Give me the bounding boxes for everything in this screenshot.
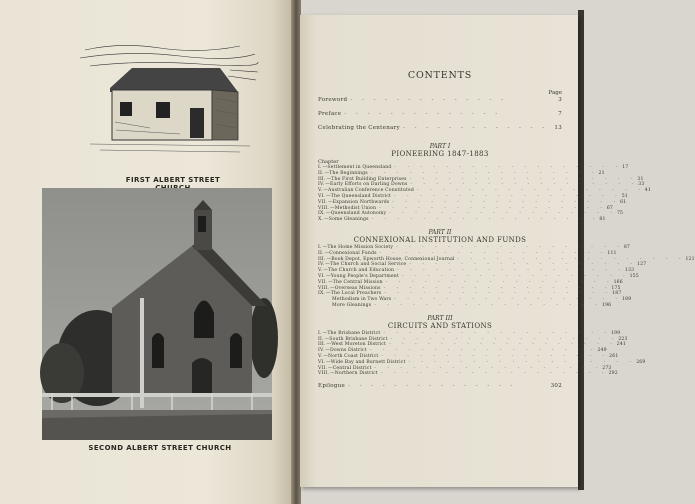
chapter-page: 41 bbox=[644, 188, 651, 194]
chapter-title: More Gleanings bbox=[332, 302, 372, 308]
leader-dots: - - - - - - - - - - - - - - - - - - bbox=[409, 176, 638, 182]
chapter-title: —Australian Conference Constituted bbox=[323, 188, 414, 194]
chapter-page: 199 bbox=[611, 330, 621, 336]
leader-dots: - - - - - - - - - - - - - - - - - - bbox=[394, 165, 623, 170]
left-page bbox=[0, 0, 295, 504]
chapter-title: —South Brisbane District bbox=[324, 336, 388, 342]
chapter-title: —Some Gleanings bbox=[324, 217, 369, 223]
leader-dots: - - - - - - - - - - - - - - - - - - bbox=[417, 188, 645, 194]
chapter-number: III. bbox=[318, 256, 326, 262]
chapter-page: 33 bbox=[638, 182, 645, 188]
chapter-page: 75 bbox=[616, 211, 624, 217]
chapter-title: —Early Efforts on Darling Downs bbox=[325, 182, 408, 188]
chapter-title: —Wide Bay and Burnett District bbox=[326, 359, 406, 365]
front-matter bbox=[318, 97, 562, 131]
chapter-number: IX. bbox=[318, 291, 325, 297]
toc-part bbox=[318, 143, 651, 223]
chapter-title: —The Beginnings bbox=[324, 170, 368, 176]
chapter-title: —Downs District bbox=[325, 348, 367, 354]
chapter-number: II. bbox=[318, 336, 324, 342]
parts-list bbox=[318, 143, 695, 377]
chapter-number: VII. bbox=[318, 365, 328, 371]
leader-dots: - - - - - - - - - - - - - - - - - - bbox=[383, 330, 612, 336]
chapter-title: —The Home Mission Society bbox=[322, 244, 394, 250]
chapter-title: —Northern District bbox=[329, 371, 378, 377]
leader-dots: - - - - - - - - - - - - - - - - - - bbox=[409, 262, 638, 268]
chapter-title: —Connexional Funds bbox=[324, 250, 377, 256]
chapter-number: VIII. bbox=[318, 371, 329, 377]
chapter-page: 31 bbox=[637, 176, 644, 182]
chapter-title: —The Brisbane District bbox=[322, 330, 381, 336]
chapter-number: IV. bbox=[318, 262, 325, 268]
chapter-title: —Young People's Department bbox=[326, 273, 399, 279]
toc-part bbox=[318, 228, 695, 309]
leader-dots: - - - - - - - - - - - - - - - - - - bbox=[390, 336, 619, 342]
chapter-title: —The Central Mission bbox=[328, 279, 383, 285]
leader-dots: - - - - - - - - - - - - - - - - - - bbox=[396, 244, 624, 250]
chapter-page: 273 bbox=[602, 365, 612, 371]
chapter-number: VI. bbox=[318, 193, 326, 199]
chapter-title: Methodism in Two Wars bbox=[332, 297, 392, 303]
chapter-title: —The First Building Enterprises bbox=[326, 176, 407, 182]
leader-dots: - - - - - - - - - - - - - - - - - - bbox=[401, 273, 630, 279]
leader-dots: - - - - - - - - - - - - - - - - - - bbox=[370, 170, 599, 176]
chapter-number: V. bbox=[318, 353, 323, 359]
chapter-number: IV. bbox=[318, 182, 325, 188]
chapter-title: —North Coast District bbox=[323, 353, 379, 359]
leader-dots: - - - - - - - - - - - - - - - - - - bbox=[379, 205, 607, 211]
leader-dots: - - - - - - - - - - - - - - - - - - bbox=[410, 182, 639, 188]
chapter-page: 61 bbox=[620, 199, 627, 205]
chapter-page: 127 bbox=[637, 262, 647, 268]
chapter-title: —Overseas Missions bbox=[329, 285, 381, 291]
chapter-number: III. bbox=[318, 342, 326, 348]
chapter-title: —Central District bbox=[328, 365, 372, 371]
chapter-page: 189 bbox=[622, 297, 632, 303]
first-church-caption: FIRST ALBERT STREET bbox=[125, 176, 221, 184]
chapter-number: V. bbox=[318, 268, 323, 274]
chapter-number: V. bbox=[318, 188, 323, 194]
chapter-page: 121 bbox=[685, 256, 695, 262]
chapter-number: III. bbox=[318, 176, 326, 182]
chapter-title: —The Church and Social Service bbox=[325, 262, 407, 268]
chapter-page: 17 bbox=[622, 165, 629, 170]
chapter-title: —The Church and Education bbox=[323, 268, 395, 274]
chapter-page: 51 bbox=[621, 193, 628, 199]
leader-dots: - - - - - - - - - - - - - - - - - - bbox=[381, 353, 610, 359]
chapter-page: 87 bbox=[623, 244, 631, 250]
chapter-page: 111 bbox=[607, 250, 617, 256]
leader-dots: - - - - - - - - - - - - - - - - - - bbox=[383, 285, 612, 291]
chapter-number: VIII. bbox=[318, 205, 329, 211]
chapter-number: VI. bbox=[318, 273, 326, 279]
chapter-page: 155 bbox=[629, 273, 639, 279]
chapter-page: 261 bbox=[609, 353, 619, 359]
part-label: PART I bbox=[429, 143, 451, 150]
chapter-number: X. bbox=[318, 217, 324, 223]
chapter-page: 67 bbox=[606, 205, 613, 211]
second-church-photo bbox=[42, 188, 272, 440]
chapter-page: 81 bbox=[599, 217, 606, 223]
chapter-number: I. bbox=[318, 244, 322, 250]
chapter-number: VII. bbox=[318, 199, 328, 205]
chapter-page: 187 bbox=[612, 291, 622, 297]
leader-dots: - - - - - - - - - - - - - - - - - - bbox=[384, 291, 613, 297]
part-label: PART III bbox=[427, 314, 453, 322]
first-church-illustration bbox=[80, 40, 260, 162]
table-of-contents bbox=[318, 70, 695, 390]
chapter-page: 223 bbox=[618, 336, 628, 342]
leader-dots: - - - - - - - - - - - - - - - - - - bbox=[389, 342, 617, 348]
chapter-page: 241 bbox=[616, 342, 626, 348]
leader-dots: - - - - - - - - - - - - - - - - - - bbox=[374, 365, 603, 371]
chapter-title: —The Queensland District bbox=[326, 193, 391, 199]
leader-dots: - - - - - - - - - - - - - - - - - - bbox=[369, 348, 598, 354]
front-matter-row: Preface - - - - - - - - - - - - - - 7 bbox=[318, 111, 562, 117]
leader-dots: - - - - - - - - - - - - - - - - - - bbox=[397, 268, 625, 274]
page-column-label: Page bbox=[548, 90, 562, 96]
chapter-row bbox=[318, 217, 606, 223]
leader-dots: - - - - - - - - - - - - - - - - - - bbox=[389, 211, 617, 217]
leader-dots: - - - - - - - - - - - - - - - - - - bbox=[392, 199, 621, 205]
chapter-page: 133 bbox=[624, 268, 635, 274]
part-title: CIRCUITS AND STATIONS bbox=[387, 321, 493, 330]
chapter-number: I. bbox=[318, 165, 322, 170]
chapter-title: —West Moreton District bbox=[326, 342, 386, 348]
leader-dots: - - - - - - - - - - - - - - - - - - bbox=[408, 359, 637, 365]
chapter-title: —Queensland Autonomy bbox=[326, 211, 387, 217]
chapter-number: IX. bbox=[318, 211, 325, 217]
epilogue-row: Epilogue - - - - - - - - - - - - - - - 302 bbox=[318, 383, 562, 390]
chapter-number: IV. bbox=[318, 348, 325, 354]
leader-dots: - - - - - - - - - - - - - - - - - - bbox=[457, 256, 686, 262]
chapter-page: 175 bbox=[611, 285, 621, 291]
part-title: PIONEERING 1847-1883 bbox=[391, 150, 489, 158]
chapter-page: 196 bbox=[602, 302, 612, 308]
chapter-column-label: Chapter bbox=[318, 159, 339, 165]
chapter-title: —The Local Preachers bbox=[326, 291, 382, 297]
leader-dots: - - - - - - - - - - - - - - - - - - bbox=[394, 297, 623, 303]
leader-dots: - - - - - - - - - - - - - - - - - - bbox=[385, 279, 614, 285]
leader-dots: - - - - - - - - - - - - - - - - - - bbox=[393, 193, 622, 199]
chapter-title: —Methodist Union bbox=[329, 205, 377, 211]
chapter-number: VII. bbox=[318, 279, 328, 285]
chapter-page: 166 bbox=[613, 279, 623, 285]
chapter-page: 249 bbox=[597, 348, 607, 354]
chapter-page: 21 bbox=[598, 170, 605, 176]
front-matter-row: Foreword - - - - - - - - - - - - - - 3 bbox=[318, 97, 562, 103]
toc-part bbox=[318, 314, 646, 377]
front-matter-row: Celebrating the Centenary - - - - - - - - - - - - - 13 bbox=[318, 125, 562, 131]
chapter-number: VI. bbox=[318, 359, 326, 365]
leader-dots: - - - - - - - - - - - - - - - - - - bbox=[380, 371, 609, 377]
leader-dots: - - - - - - - - - - - - - - - - - - bbox=[374, 302, 602, 308]
chapter-title: —Book Depot, Epworth House, Connexional Journal bbox=[326, 256, 455, 262]
part-label: PART II bbox=[428, 228, 452, 236]
leader-dots: - - - - - - - - - - - - - - - - - - bbox=[371, 217, 600, 223]
leader-dots: - - - - - - - - - - - - - - - - - - bbox=[379, 250, 608, 256]
part-title: CONNEXIONAL INSTITUTION AND FUNDS bbox=[353, 235, 527, 244]
chapter-number: VIII. bbox=[318, 285, 329, 291]
chapter-number: I. bbox=[318, 330, 322, 336]
chapter-number: II. bbox=[318, 250, 324, 256]
chapter-page: 292 bbox=[608, 371, 618, 377]
chapter-title: —Settlement in Queensland bbox=[322, 165, 392, 170]
chapter-row bbox=[318, 371, 618, 377]
contents-heading: CONTENTS bbox=[407, 70, 473, 81]
second-church-caption: SECOND ALBERT STREET CHURCH bbox=[88, 444, 232, 452]
chapter-page: 269 bbox=[636, 359, 646, 365]
chapter-title: —Expansion Northwards bbox=[328, 199, 390, 205]
chapter-row bbox=[318, 302, 612, 309]
chapter-number: II. bbox=[318, 170, 324, 176]
